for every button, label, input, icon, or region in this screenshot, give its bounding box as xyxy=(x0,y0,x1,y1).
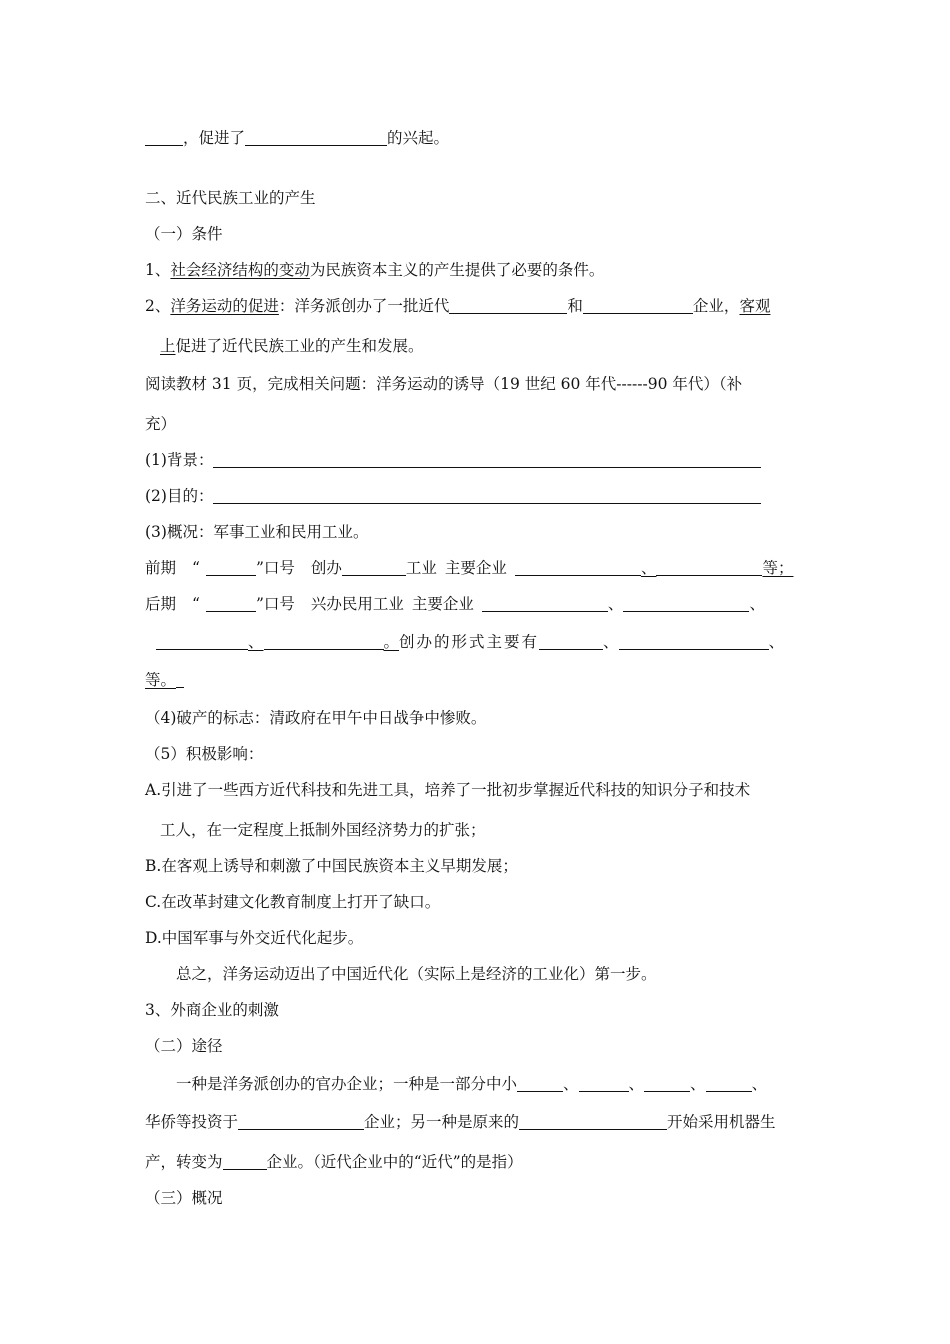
blank[interactable] xyxy=(238,1113,364,1130)
impact-d: D.中国军事与外交近代化起步。 xyxy=(145,929,364,947)
text: 1、 xyxy=(145,261,171,279)
blank[interactable] xyxy=(206,559,256,576)
condition-3: 3、外商企业的刺激 xyxy=(145,1001,279,1019)
text: 、 xyxy=(628,1075,645,1093)
text: 、 xyxy=(751,1075,768,1093)
blank[interactable] xyxy=(342,559,406,576)
condition-1 xyxy=(145,260,604,280)
blank[interactable] xyxy=(656,559,762,576)
text: ”口号 xyxy=(255,595,295,613)
subsection-heading: （二）途径 xyxy=(145,1037,223,1055)
underlined-text: 洋务运动的促进 xyxy=(170,297,279,315)
text: 、 xyxy=(768,633,785,651)
text: 华侨等投资于 xyxy=(145,1113,239,1131)
purpose-item xyxy=(145,486,761,506)
reading-task-cont: 充） xyxy=(145,415,177,433)
subsection-heading: （一）条件 xyxy=(145,225,223,243)
text: 等； xyxy=(762,559,794,577)
positive-impact-heading: （5）积极影响： xyxy=(145,745,264,763)
text: 创办的形式主要有 xyxy=(399,633,540,651)
text: ”口号 xyxy=(255,559,295,577)
blank[interactable] xyxy=(156,633,248,650)
blank[interactable] xyxy=(449,297,567,314)
early-period xyxy=(145,558,793,578)
blank[interactable] xyxy=(245,129,387,146)
text: ，促进了 xyxy=(183,129,246,147)
path-line-3 xyxy=(145,1152,523,1172)
underlined-text: 社会经济结构的变动 xyxy=(170,261,310,279)
blank[interactable] xyxy=(176,671,184,688)
text: 企业， xyxy=(692,297,740,315)
bankruptcy-item: （4)破产的标志：清政府在甲午中日战争中惨败。 xyxy=(145,709,487,727)
text: 促进了近代民族工业的产生和发展。 xyxy=(175,337,424,355)
reading-task: 阅读教材 31 页，完成相关问题：洋务运动的诱导（19 世纪 60 年代------90 年代）（补 xyxy=(145,375,743,393)
blank[interactable] xyxy=(206,595,256,612)
overview-item: (3)概况：军事工业和民用工业。 xyxy=(145,523,369,541)
text: 、 xyxy=(607,595,624,613)
section-heading: 二、近代民族工业的产生 xyxy=(145,189,316,207)
path-line-1 xyxy=(176,1074,767,1094)
blank[interactable] xyxy=(482,595,608,612)
text: 工业 xyxy=(405,559,437,577)
text: 和 xyxy=(567,297,583,315)
text: 、 xyxy=(690,1075,706,1093)
underlined-text: 等。 xyxy=(145,671,177,689)
text: 。 xyxy=(383,633,400,651)
text: 的兴起。 xyxy=(387,129,450,147)
blank[interactable] xyxy=(517,1075,563,1092)
blank[interactable] xyxy=(519,1113,667,1130)
blank[interactable] xyxy=(623,595,749,612)
blank[interactable] xyxy=(223,1153,267,1170)
blank[interactable] xyxy=(583,297,693,314)
condition-2-cont xyxy=(160,336,424,356)
text: (2)目的： xyxy=(145,487,214,505)
text: 前期 xyxy=(145,559,177,577)
text: ：洋务派创办了一批近代 xyxy=(278,297,450,315)
text: 产，转变为 xyxy=(145,1153,223,1171)
late-period-end xyxy=(145,670,184,690)
impact-a-cont: 工人，在一定程度上抵制外国经济势力的扩张； xyxy=(160,821,486,839)
text: 兴办民用工业 xyxy=(310,595,404,613)
late-period-cont xyxy=(156,632,784,652)
blank[interactable] xyxy=(213,451,761,468)
impact-c: C.在改革封建文化教育制度上打开了缺口。 xyxy=(145,893,441,911)
blank[interactable] xyxy=(619,633,769,650)
background-item xyxy=(145,450,761,470)
text: 为民族资本主义的产生提供了必要的条件。 xyxy=(309,261,605,279)
blank[interactable] xyxy=(644,1075,690,1092)
text: 、 xyxy=(749,595,765,613)
impact-b: B.在客观上诱导和刺激了中国民族资本主义早期发展； xyxy=(145,857,518,875)
text: “ xyxy=(192,559,200,577)
text: 企业；另一种是原来的 xyxy=(364,1113,520,1131)
blank[interactable] xyxy=(706,1075,752,1092)
text: 、 xyxy=(563,1075,579,1093)
text: 、 xyxy=(248,633,264,651)
blank[interactable] xyxy=(145,129,183,146)
blank[interactable] xyxy=(213,487,761,504)
text: 2、 xyxy=(145,297,171,315)
text: 、 xyxy=(603,633,619,651)
late-period xyxy=(145,594,765,614)
impact-a: A.引进了一些西方近代科技和先进工具，培养了一批初步掌握近代科技的知识分子和技术 xyxy=(145,781,751,799)
blank[interactable] xyxy=(264,633,384,650)
blank[interactable] xyxy=(539,633,603,650)
subsection-heading: （三）概况 xyxy=(145,1189,223,1207)
text: 企业。（近代企业中的“近代”的是指） xyxy=(266,1153,523,1171)
text: 主要企业 xyxy=(444,559,507,577)
summary: 总之，洋务运动迈出了中国近代化（实际上是经济的工业化）第一步。 xyxy=(176,965,657,983)
blank[interactable] xyxy=(515,559,641,576)
path-line-2 xyxy=(145,1112,776,1132)
text: 主要企业 xyxy=(411,595,474,613)
text: (1)背景： xyxy=(145,451,214,469)
text: “ xyxy=(192,595,200,613)
condition-2 xyxy=(145,296,770,316)
line-continuation xyxy=(145,128,449,148)
text: 开始采用机器生 xyxy=(667,1113,776,1131)
underlined-text: 客观 xyxy=(739,297,771,315)
text: 一种是洋务派创办的官办企业；一种是一部分中小 xyxy=(176,1075,518,1093)
text: 创办 xyxy=(310,559,342,577)
text: 后期 xyxy=(145,595,177,613)
text: 、 xyxy=(640,559,657,577)
blank[interactable] xyxy=(579,1075,629,1092)
underlined-text: 上 xyxy=(160,337,176,355)
